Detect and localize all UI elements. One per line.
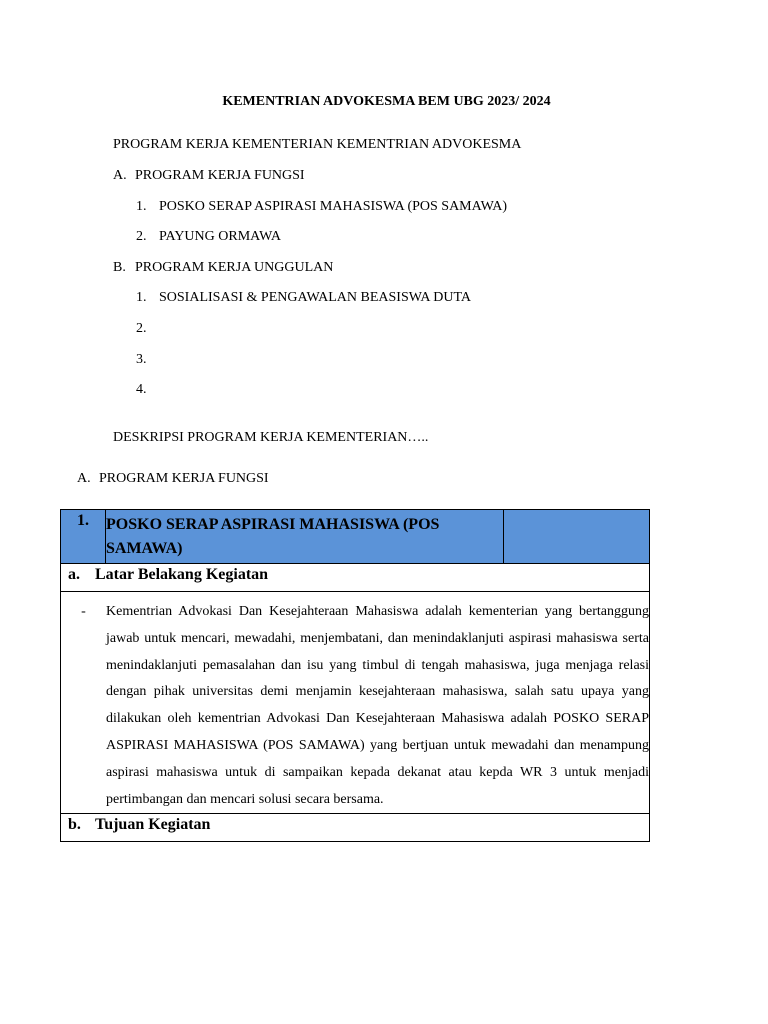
list-item-num: 2.	[136, 229, 147, 244]
section-a-heading	[113, 168, 305, 184]
description-heading: DESKRIPSI PROGRAM KERJA KEMENTERIAN…..	[113, 430, 429, 445]
list-item-num: 3.	[136, 352, 147, 367]
list-item-num: 4.	[136, 382, 147, 397]
list-item-num: 1.	[136, 290, 147, 305]
bullet-dash: -	[81, 604, 86, 619]
latar-belakang-content	[61, 592, 650, 814]
section-a-label: PROGRAM KERJA FUNGSI	[135, 168, 305, 183]
section-b-label: PROGRAM KERJA UNGGULAN	[135, 260, 334, 275]
section-a-marker: A.	[113, 168, 127, 183]
section-b-label: Tujuan Kegiatan	[95, 816, 211, 834]
latar-belakang-heading	[61, 564, 650, 592]
section-a-marker: a.	[68, 566, 80, 583]
tujuan-heading	[61, 814, 650, 842]
section-b-marker: b.	[68, 816, 81, 834]
table-header-title: POSKO SERAP ASPIRASI MAHASISWA (POS SAMAWA)	[106, 510, 504, 564]
list-item-num: 1.	[136, 199, 147, 214]
table-header-num: 1.	[61, 510, 106, 564]
list-item-text: POSKO SERAP ASPIRASI MAHASISWA (POS SAMAWA)	[159, 199, 508, 214]
section-a-label: Latar Belakang Kegiatan	[95, 566, 269, 583]
table-header-row	[61, 510, 650, 564]
list-item	[136, 352, 159, 368]
desc-section-a-heading	[77, 471, 269, 487]
table-body-row	[61, 592, 650, 814]
table-header-blank	[504, 510, 650, 564]
table-section-row	[61, 814, 650, 842]
table-section-row	[61, 564, 650, 592]
list-item-text: SOSIALISASI & PENGAWALAN BEASISWA DUTA	[159, 290, 471, 305]
section-b-heading	[113, 260, 333, 276]
desc-section-a-label: PROGRAM KERJA FUNGSI	[99, 471, 269, 486]
program-table	[60, 509, 650, 842]
list-item	[136, 199, 507, 215]
list-item-num: 2.	[136, 321, 147, 336]
latar-belakang-paragraph: Kementrian Advokasi Dan Kesejahteraan Mahasiswa adalah kementerian yang bertanggung jawab untuk mencari, mewadahi, menjembatani, dan menindaklanjuti aspirasi mahasiswa serta menindaklanjuti pemasalahan dan isu yang timbul di tengah mahasiswa, juga menjaga relasi dengan pihak universitas demi menjamin kesejahteraan mahasiswa, salah satu upaya yang dilakukan oleh kementrian Advokasi Dan Kesejahteraan Mahasiswa adalah POSKO SERAP ASPIRASI MAHASISWA (POS SAMAWA) yang bertjuan untuk mewadahi dan menampung aspirasi mahasiswa untuk di sampaikan kepada dekanat atau kepda WR 3 untuk menjadi pertimbangan dan mencari solusi secara bersama.	[106, 604, 649, 807]
list-item	[136, 290, 471, 306]
program-heading: PROGRAM KERJA KEMENTERIAN KEMENTRIAN ADVOKESMA	[113, 137, 522, 152]
section-b-marker: B.	[113, 260, 126, 275]
list-item-text: PAYUNG ORMAWA	[159, 229, 281, 244]
list-item	[136, 382, 159, 398]
page-title: KEMENTRIAN ADVOKESMA BEM UBG 2023/ 2024	[222, 94, 551, 109]
list-item	[136, 321, 159, 337]
desc-section-a-marker: A.	[77, 471, 91, 486]
list-item	[136, 229, 281, 245]
